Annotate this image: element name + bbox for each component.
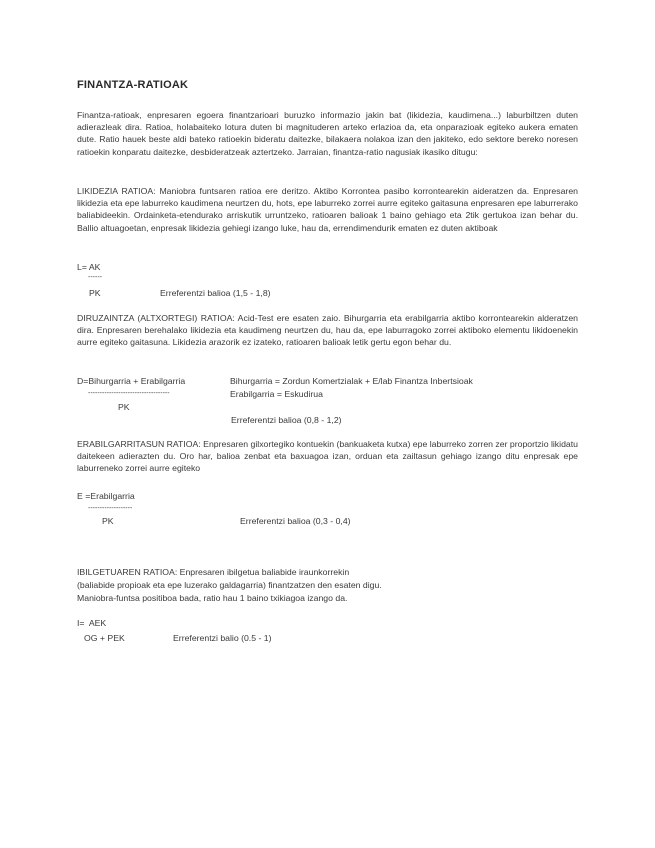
ibilgetuaren-line-2: (baliabide propioak eta epe luzerako galdagarria) finantzatzen den esaten digu.: [77, 580, 382, 590]
diruzaintza-formula-bar: -----------------------------------: [88, 390, 170, 397]
erabilgarritasun-formula-numerator: E =Erabilgarria: [77, 491, 135, 501]
ibilgetuaren-formula-numerator: I= AEK: [77, 618, 107, 628]
erabilgarritasun-formula-bar: -------------------: [88, 505, 133, 512]
ibilgetuaren-reference-value: Erreferentzi balio (0.5 - 1): [173, 633, 272, 643]
diruzaintza-definition-erabilgarria: Erabilgarria = Eskudirua: [230, 389, 323, 399]
likidezia-reference-value: Erreferentzi balioa (1,5 - 1,8): [160, 288, 271, 298]
ibilgetuaren-line-1: IBILGETUAREN RATIOA: Enpresaren ibilgetua baliabide iraunkorrekin: [77, 567, 350, 577]
likidezia-formula-denominator: PK: [89, 288, 101, 298]
likidezia-paragraph: LIKIDEZIA RATIOA: Maniobra funtsaren ratioa ere deritzo. Aktibo Korrontea pasibo korrontearekin aideratzen da. Enpresaren likidezia eta epe laburreko kaudimena neurtzen du, hots, epe laburreko zorrei aurre egiteko gaitasuna enpresaren epe laburrerako baliabideekin. Ordainketa-etendurako arriskutik urruntzeko, ratioaren balioak 1 baino gehiago eta 2tik gertukoa izan behar du. Ballio altuagoetan, enpresak likidezia gehiegi izango luke, hau da, errendimendurik ematen ez duten aktiboak: [77, 186, 578, 233]
diruzaintza-reference-value: Erreferentzi balioa (0,8 - 1,2): [231, 415, 342, 425]
erabilgarritasun-paragraph: ERABILGARRITASUN RATIOA: Enpresaren gilxortegiko kontuekin (bankuaketa kutxa) epe laburreko zorren zer proportzio likidatu daitekeen adierazten du. Oro har, balioa zenbat eta baxuagoa izan, orduan eta zailtasun gehiago izango ditu enpresak epe laburreneko zorrei aurre egiteko: [77, 439, 578, 474]
page-title: FINANTZA-RATIOAK: [77, 79, 189, 91]
diruzaintza-formula-denominator: PK: [118, 402, 130, 412]
erabilgarritasun-reference-value: Erreferentzi balioa (0,3 - 0,4): [240, 516, 351, 526]
diruzaintza-paragraph: DIRUZAINTZA (ALTXORTEGI) RATIOA: Acid-Test ere esaten zaio. Bihurgarria eta erabilgarria aktibo korrontearekin alderatzen dira. Enpresaren berehalako likidezia eta kaudimeng neurtzen du, hau da, epe laburragoko zorrei aktiboko elementu likidoenekin aurre egiteko gaitasuna. Likidezia arazorik ez izateko, ratioaren balioak letik gertu egon behar du.: [77, 313, 578, 348]
diruzaintza-formula-numerator: D=Bihurgarria + Erabilgarria: [77, 376, 186, 386]
erabilgarritasun-formula-denominator: PK: [102, 516, 114, 526]
diruzaintza-definition-bihurgarria: Bihurgarria = Zordun Komertzialak + E/lab Finantza Inbertsioak: [230, 376, 473, 386]
ibilgetuaren-formula-denominator: OG + PEK: [84, 633, 125, 643]
intro-paragraph: Finantza-ratioak, enpresaren egoera finantzarioari buruzko informazio jakin bat (likidezia, kaudimena...) laburbiltzen duten adierazleak dira. Ratioa, holabaiteko lotura duten bi magnituderen arteko erlazioa da, eta onparazioak egiteko aukera ematen dute. Ratio hauek beste aldi bateko ratioekin bideratu daitezke, bilakaera nolakoa izan den jakiteko, edo sektore bereko noresen ratioekin konparatu daitezke, desbideratzeak aztertzeko. Jarraian, finantza-ratio nagusiak ikasiko ditugu:: [77, 110, 578, 157]
ibilgetuaren-line-3: Maniobra-funtsa positiboa bada, ratio hau 1 baino txikiagoa izango da.: [77, 593, 348, 603]
likidezia-formula-bar: ------: [88, 274, 102, 281]
likidezia-formula-numerator: L= AK: [77, 262, 101, 272]
